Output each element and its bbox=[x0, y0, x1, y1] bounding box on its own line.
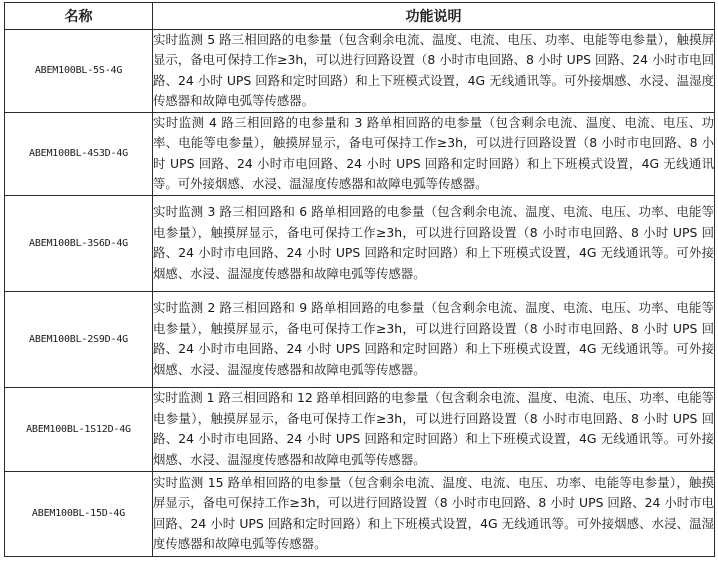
function-description: 实时监测 5 路三相回路的电参量（包含剩余电流、温度、电流、电压、功率、电能等电参量），触摸屏显示，备电可保持工作≥3h，可以进行回路设置（8 小时市电回路、8 小时 UPS 回路、24 小时市电回路、24 小时 UPS 回路和定时回路）和上下班模式设置，4G 无线通讯等。可外接烟感、水浸、温湿度传感器和故障电弧等传感器。 bbox=[153, 30, 715, 113]
table-row bbox=[5, 112, 715, 195]
model-name: ABEM100BL-2S9D-4G bbox=[5, 291, 153, 387]
function-description: 实时监测 3 路三相回路和 6 路单相回路的电参量（包含剩余电流、温度、电流、电压、功率、电能等电参量），触摸屏显示，备电可保持工作≥3h，可以进行回路设置（8 小时市电回路、8 小时 UPS 回路、24 小时市电回路、24 小时 UPS 回路和定时回路）和上下班模式设置，4G 无线通讯等。可外接烟感、水浸、温湿度传感器和故障电弧等传感器。 bbox=[153, 195, 715, 291]
header-function: 功能说明 bbox=[153, 3, 715, 30]
table-row bbox=[5, 291, 715, 387]
model-name: ABEM100BL-1S12D-4G bbox=[5, 387, 153, 471]
model-name: ABEM100BL-15D-4G bbox=[5, 471, 153, 556]
table-row bbox=[5, 387, 715, 471]
function-description: 实时监测 4 路三相回路的电参量和 3 路单相回路的电参量（包含剩余电流、温度、电流、电压、功率、电能等电参量），触摸屏显示，备电可保持工作≥3h，可以进行回路设置（8 小时市电回路、8 小时 UPS 回路、24 小时市电回路、24 小时 UPS 回路和定时回路）和上下班模式设置，4G 无线通讯等。可外接烟感、水浸、温湿度传感器和故障电弧等传感器。 bbox=[153, 112, 715, 195]
model-name: ABEM100BL-4S3D-4G bbox=[5, 112, 153, 195]
table-row bbox=[5, 195, 715, 291]
table-header-row bbox=[5, 3, 715, 30]
model-name: ABEM100BL-5S-4G bbox=[5, 30, 153, 113]
header-name: 名称 bbox=[5, 3, 153, 30]
function-description: 实时监测 2 路三相回路和 9 路单相回路的电参量（包含剩余电流、温度、电流、电压、功率、电能等电参量），触摸屏显示，备电可保持工作≥3h，可以进行回路设置（8 小时市电回路、8 小时 UPS 回路、24 小时市电回路、24 小时 UPS 回路和定时回路）和上下班模式设置，4G 无线通讯等。可外接烟感、水浸、温湿度传感器和故障电弧等传感器。 bbox=[153, 291, 715, 387]
function-description: 实时监测 1 路三相回路和 12 路单相回路的电参量（包含剩余电流、温度、电流、电压、功率、电能等电参量），触摸屏显示，备电可保持工作≥3h，可以进行回路设置（8 小时市电回路、8 小时 UPS 回路、24 小时市电回路、24 小时 UPS 回路和定时回路）和上下班模式设置，4G 无线通讯等。可外接烟感、水浸、温湿度传感器和故障电弧等传感器。 bbox=[153, 387, 715, 471]
model-name: ABEM100BL-3S6D-4G bbox=[5, 195, 153, 291]
table-row bbox=[5, 30, 715, 113]
function-description: 实时监测 15 路单相回路的电参量（包含剩余电流、温度、电流、电压、功率、电能等电参量），触摸屏显示，备电可保持工作≥3h，可以进行回路设置（8 小时市电回路、8 小时 UPS 回路、24 小时市电回路、24 小时 UPS 回路和定时回路）和上下班模式设置，4G 无线通讯等。可外接烟感、水浸、温湿度传感器和故障电弧等传感器。 bbox=[153, 471, 715, 556]
product-spec-table bbox=[4, 2, 715, 557]
table-row bbox=[5, 471, 715, 556]
